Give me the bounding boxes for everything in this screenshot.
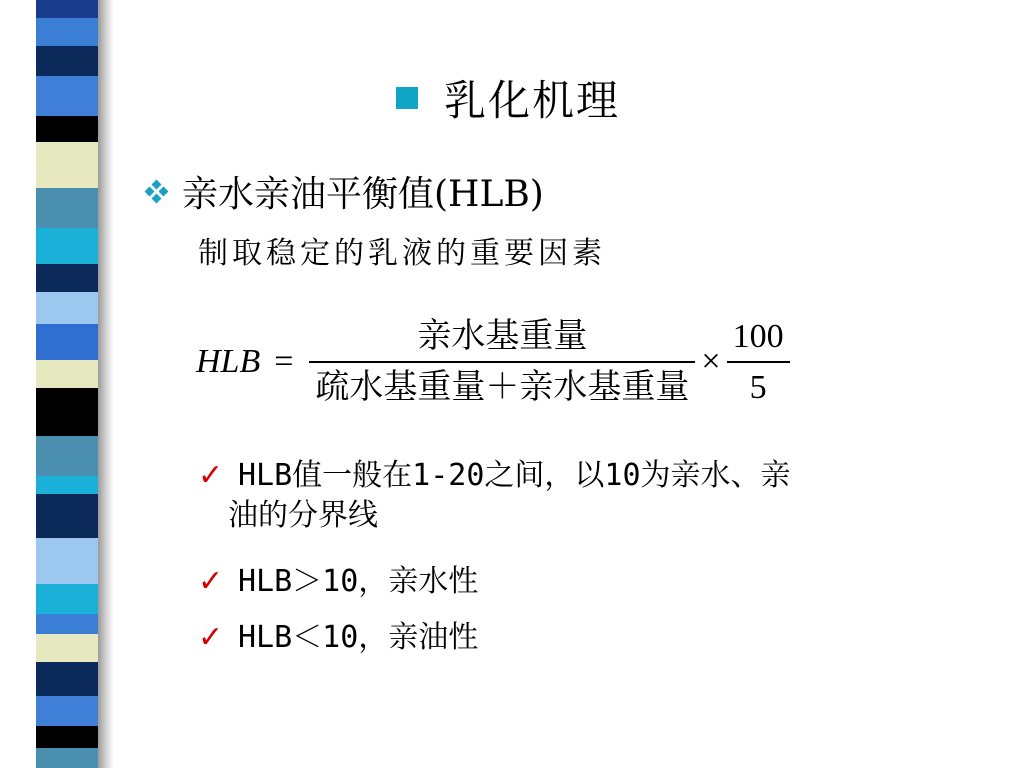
stripe-segment	[36, 76, 98, 116]
decorative-stripe-bar	[36, 0, 98, 768]
formula-times: ×	[701, 343, 721, 380]
section-subheading: 制取稳定的乳液的重要因素	[198, 236, 606, 271]
stripe-segment	[36, 324, 98, 360]
stripe-segment	[36, 696, 98, 726]
stripe-segment	[36, 142, 98, 188]
stripe-segment	[36, 18, 98, 46]
stripe-segment	[36, 116, 98, 142]
diamond-bullet-icon	[146, 181, 168, 203]
stripe-segment	[36, 0, 98, 18]
point-text	[228, 456, 978, 536]
stripe-bar-shadow	[98, 0, 114, 768]
checkmark-icon: ✓	[198, 564, 224, 599]
title-text: 乳化机理	[444, 76, 621, 125]
formula-main-fraction	[309, 318, 695, 407]
title-bullet-square-icon	[396, 87, 418, 109]
stripe-segment	[36, 436, 98, 476]
slide-title	[396, 70, 620, 126]
section-heading: 亲水亲油平衡值(HLB)	[182, 174, 544, 215]
stripe-segment	[36, 264, 98, 292]
formula-lhs: HLB	[196, 343, 261, 380]
stripe-segment	[36, 388, 98, 436]
stripe-segment	[36, 662, 98, 696]
stripe-segment	[36, 494, 98, 538]
stripe-segment	[36, 360, 98, 388]
stripe-segment	[36, 634, 98, 662]
stripe-segment	[36, 726, 98, 748]
point-item	[198, 562, 978, 602]
stripe-segment	[36, 476, 98, 494]
hlb-formula	[196, 308, 790, 416]
stripe-segment	[36, 538, 98, 584]
point-text: HLB＜10，亲油性	[238, 620, 479, 655]
stripe-segment	[36, 584, 98, 614]
factor-numerator: 100	[732, 317, 784, 355]
factor-denominator: 5	[749, 369, 767, 406]
formula-denominator: 疏水基重量＋亲水基重量	[315, 369, 690, 406]
section-heading-row	[146, 166, 544, 217]
stripe-segment	[36, 292, 98, 324]
stripe-segment	[36, 748, 98, 768]
point-item	[198, 456, 978, 536]
checkmark-icon: ✓	[198, 458, 224, 493]
checkmark-icon: ✓	[198, 620, 224, 655]
formula-numerator: 亲水基重量	[417, 317, 588, 355]
stripe-segment	[36, 188, 98, 228]
point-text: HLB＞10，亲水性	[238, 564, 479, 599]
formula-factor-fraction	[727, 318, 790, 407]
stripe-segment	[36, 46, 98, 76]
formula-equals: =	[274, 343, 294, 380]
stripe-segment	[36, 228, 98, 264]
point-text-line: HLB值一般在1-20之间，以10为亲水、亲	[238, 458, 791, 493]
point-text-line: 油的分界线	[228, 498, 378, 533]
stripe-segment	[36, 614, 98, 634]
point-item	[198, 618, 978, 658]
